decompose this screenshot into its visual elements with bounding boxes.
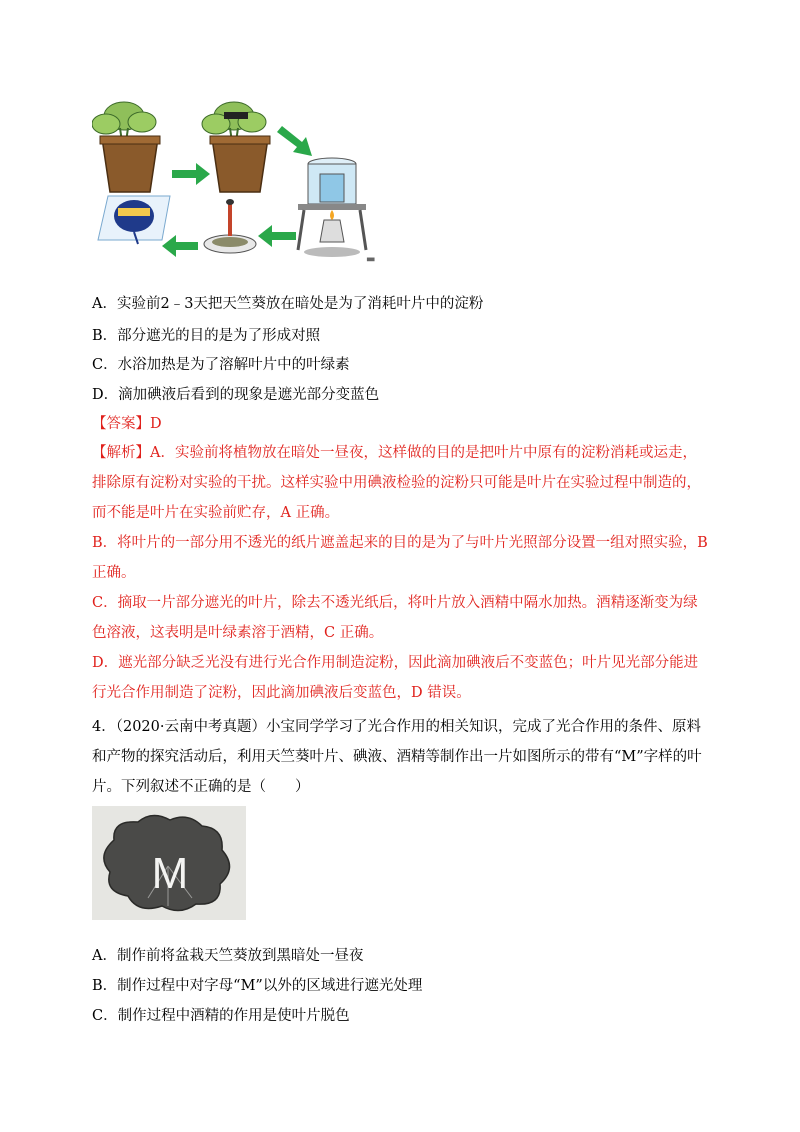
q4-option-b: B．制作过程中对字母“M”以外的区域进行遮光处理 <box>92 978 423 994</box>
arrow-left-icon-1 <box>258 225 296 247</box>
arrow-right-icon <box>172 163 210 185</box>
water-bath-apparatus <box>298 158 366 257</box>
q4-option-c: C．制作过程中酒精的作用是使叶片脱色 <box>92 1008 350 1024</box>
q3-analysis-d: D．遮光部分缺乏光没有进行光合作用制造淀粉，因此滴加碘液后不变蓝色；叶片见光部分能进行光合作用制造了淀粉，因此滴加碘液后变蓝色，D 错误。 <box>92 655 699 701</box>
q3-option-a: A．实验前2﹣3天把天竺葵放在暗处是为了消耗叶片中的淀粉 <box>92 296 484 312</box>
q3-option-d: D．滴加碘液后看到的现象是遮光部分变蓝色 <box>92 387 380 403</box>
q4-stem: 4．（2020·云南中考真题）小宝同学学习了光合作用的相关知识，完成了光合作用的条件、原料和产物的探究活动后，利用天竺葵叶片、碘液、酒精等制作出一片如图所示的带有“M”字样的叶片。下列叙述不正确的是（ ） <box>92 719 702 795</box>
stained-leaf-tray <box>98 196 170 244</box>
arrow-left-icon-2 <box>162 235 198 257</box>
experiment-steps-figure <box>92 92 374 264</box>
potted-plant-1 <box>92 102 160 192</box>
q3-analysis-c: C．摘取一片部分遮光的叶片，除去不透光纸后，将叶片放入酒精中隔水加热。酒精逐渐变为绿色溶液，这表明是叶绿素溶于酒精，C 正确。 <box>92 595 698 641</box>
q3-analysis-b: B．将叶片的一部分用不透光的纸片遮盖起来的目的是为了与叶片光照部分设置一组对照实验，B 正确。 <box>92 535 708 581</box>
q4-option-a: A．制作前将盆栽天竺葵放到黑暗处一昼夜 <box>92 948 364 964</box>
q3-analysis-a: 【解析】A．实验前将植物放在暗处一昼夜，这样做的目的是把叶片中原有的淀粉消耗或运走，排除原有淀粉对实验的干扰。这样实验中用碘液检验的淀粉只可能是叶片在实验过程中制造的，而不能是叶片在实验前贮存，A 正确。 <box>92 445 701 521</box>
arrow-diagonal-icon <box>277 126 312 156</box>
leaf-m-figure <box>92 806 246 920</box>
petri-dish-dropper <box>204 199 256 253</box>
leaf-letter: M <box>151 849 189 898</box>
paragraph-mark: ▬ <box>366 254 376 265</box>
potted-plant-2 <box>202 102 270 192</box>
q3-option-c: C．水浴加热是为了溶解叶片中的叶绿素 <box>92 357 350 373</box>
q3-option-b: B．部分遮光的目的是为了形成对照 <box>92 328 321 344</box>
q3-answer: 【答案】D <box>92 416 162 432</box>
